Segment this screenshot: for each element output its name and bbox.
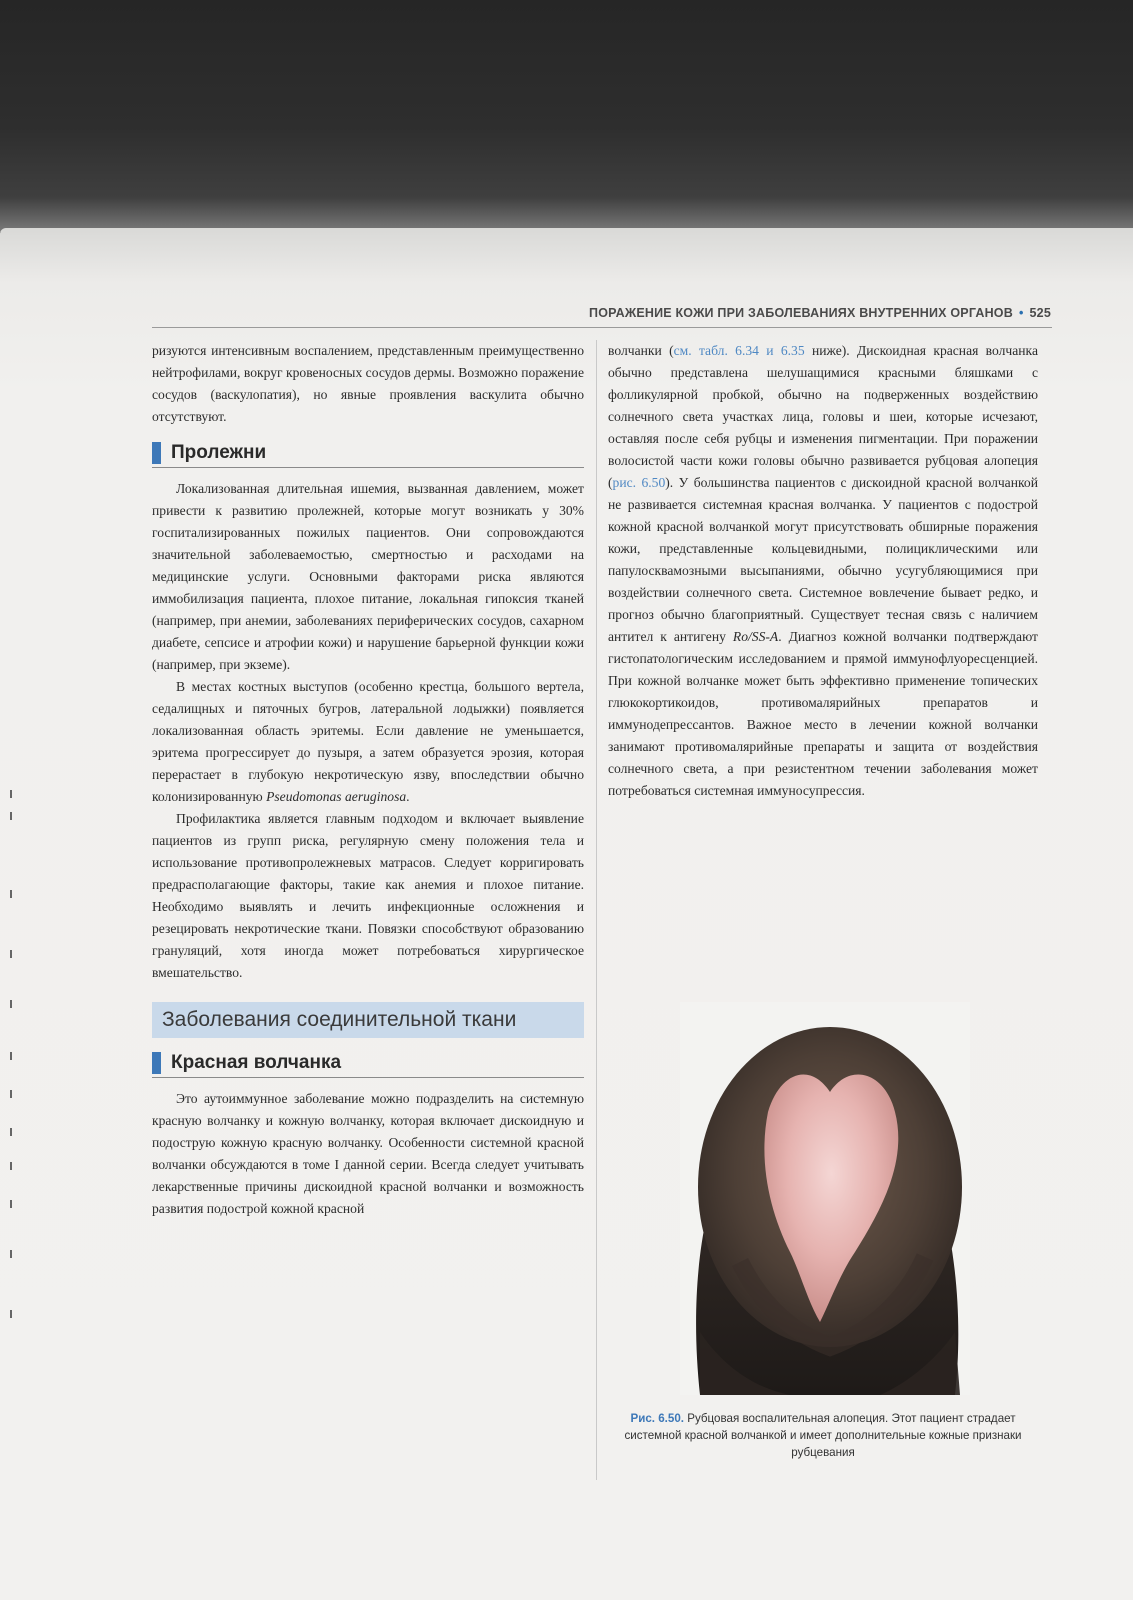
species-name: Pseudomonas aeruginosa (266, 789, 407, 804)
header-separator: • (1018, 306, 1024, 320)
scan-dark-margin (0, 0, 1133, 232)
section-title: Красная волчанка (171, 1052, 342, 1073)
section-heading-lupus (152, 1052, 584, 1078)
section-marker-icon (152, 1052, 161, 1074)
figure-reference-link[interactable]: рис. 6.50 (612, 475, 666, 490)
running-title: ПОРАЖЕНИЕ КОЖИ ПРИ ЗАБОЛЕВАНИЯХ ВНУТРЕННИХ ОРГАНОВ (589, 306, 1013, 320)
chapter-title: Заболевания соединительной ткани (162, 1008, 517, 1031)
paragraph-text: ниже). Дискоидная красная волчанка обычно представлена шелушащимися красными бляшками с фолликулярной пробкой, обычно на подверженных воздействию солнечного света участках лица, головы и шеи, которые исчезают, оставляя после себя рубцы и изменения пигментации. При поражении волосистой части кожи головы обычно развивается рубцовая алопеция ( (608, 343, 1038, 490)
running-header (251, 306, 1051, 320)
figure-photo-alopecia (680, 1002, 970, 1395)
scan-margin-marks (10, 790, 16, 1350)
section-heading-pressure-ulcers (152, 442, 584, 468)
column-divider (596, 340, 597, 1480)
paragraph-end: . (406, 789, 410, 804)
antigen-name: Ro/SS-A (732, 629, 779, 644)
paragraph: Локализованная длительная ишемия, вызванная давлением, может привести к развитию пролежней, которые могут возникать у 30% госпитализированных пожилых пациентов. Они сопровождаются значительной заболеваемостью, смертностью и расходами на медицинские услуги. Основными факторами риска являются иммобилизация пациента, плохое питание, локальная гипоксия тканей (например, при анемии, заболеваниях периферических сосудов, сахарном диабете, сепсисе и атрофии кожи) и нарушение барьерной функции кожи (например, при экземе). (152, 481, 584, 672)
chapter-heading (152, 1002, 584, 1038)
scalp-photo-illustration (680, 1002, 970, 1395)
table-reference-link[interactable]: см. табл. 6.34 и 6.35 (673, 343, 805, 358)
page-number: 525 (1029, 306, 1051, 320)
paragraph (152, 676, 584, 808)
figure-number: Рис. 6.50. (630, 1412, 685, 1425)
section-title: Пролежни (171, 442, 267, 463)
paragraph-text: . Диагноз кожной волчанки подтверждают гистопатологическим исследованием и прямой иммунофлуоресценцией. При кожной волчанке может быть эффективно применение топических глюкокортикоидов, противомалярийных препаратов и иммунодепрессантов. Важное место в лечении кожной волчанки занимают противомалярийные препараты и защита от воздействия солнечного света, а при резистентном течении заболевания может потребоваться системная иммуносупрессия. (608, 629, 1038, 798)
left-column (152, 340, 584, 1220)
figure-caption (608, 1410, 1038, 1461)
intro-paragraph: ризуются интенсивным воспалением, представленным преимущественно нейтрофилами, вокруг кровеносных сосудов дермы. Возможно поражение сосудов (васкулопатия), но явные проявления васкулита обычно отсутствуют. (152, 343, 584, 424)
paragraph: Это аутоиммунное заболевание можно подразделить на системную красную волчанку и кожную волчанку, которая включает дискоидную и подострую кожную красную волчанку. Особенности системной красной волчанки обсуждаются в томе I данной серии. Всегда следует учитывать лекарственные причины дискоидной красной волчанки и возможность развития подострой кожной красной (152, 1091, 584, 1216)
paragraph-text: ). У большинства пациентов с дискоидной красной волчанкой не развивается системная красная волчанка. У пациентов с подострой кожной красной волчанкой могут присутствовать обширные поражения кожи, представленные кольцевидными, полициклическими или папулосквамозными высыпаниями, обычно усугубляющимися при воздействии солнечного света. Системное вовлечение бывает редко, и прогноз обычно благоприятный. Существует тесная связь с наличием антител к антигену (608, 475, 1038, 644)
figure-caption-text: Рубцовая воспалительная алопеция. Этот пациент страдает системной красной волчанкой и имеет дополнительные кожные признаки рубцевания (624, 1412, 1022, 1459)
paragraph-text: волчанки ( (608, 343, 674, 358)
paragraph-text: В местах костных выступов (особенно крестца, большого вертела, седалищных и пяточных бугров, латеральной лодыжки) появляется локализованная область эритемы. Если давление не уменьшается, эритема прогрессирует до пузыря, а затем образуется эрозия, которая перерастает в глубокую некротическую язву, впоследствии обычно колонизированную (152, 679, 584, 804)
section-marker-icon (152, 442, 161, 464)
paragraph: Профилактика является главным подходом и включает выявление пациентов из групп риска, регулярную смену положения тела и использование противопролежневых матрасов. Следует корригировать предрасполагающие факторы, такие как анемия и плохое питание. Необходимо выявлять и лечить инфекционные осложнения и резецировать некротические ткани. Повязки способствуют образованию грануляций, хотя иногда может потребоваться хирургическое вмешательство. (152, 811, 584, 980)
right-column (608, 340, 1038, 802)
header-rule (152, 327, 1052, 328)
paragraph (608, 340, 1038, 802)
